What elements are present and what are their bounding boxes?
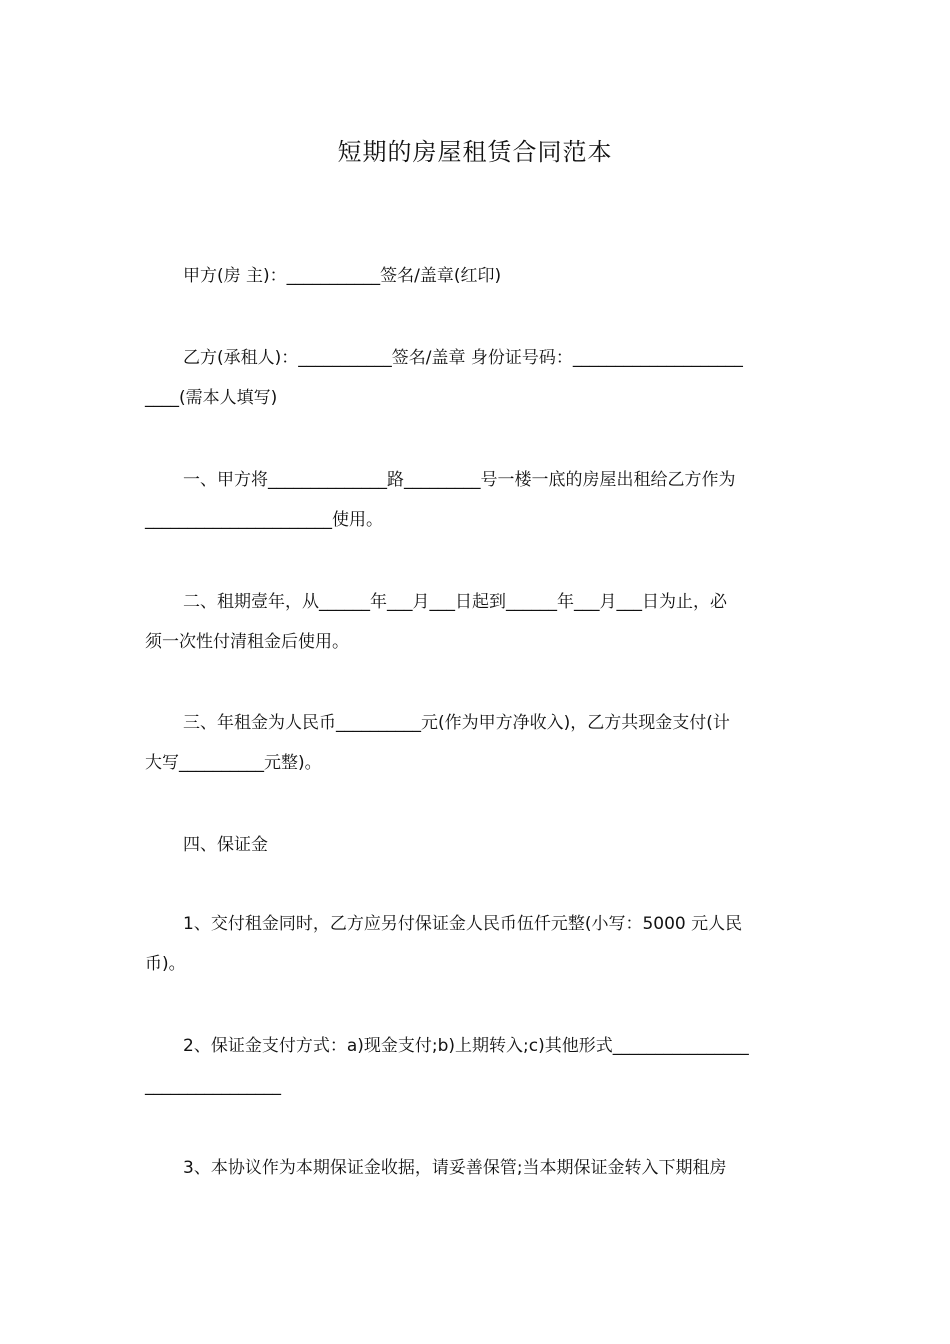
paragraph-clause-1: [145, 460, 810, 540]
paragraph-line: 乙方(承租人)：___________签名/盖章 身份证号码：____________________: [183, 348, 743, 368]
paragraph-line: 1、交付租金同时，乙方应另付保证金人民币伍仟元整(小写：5000 元人民: [183, 914, 743, 934]
paragraph-clause-4-heading: [145, 825, 810, 865]
paragraph-line: 三、年租金为人民币__________元(作为甲方净收入)，乙方共现金支付(计: [183, 713, 730, 733]
paragraph-line: 须一次性付清租金后使用。: [145, 632, 349, 652]
paragraph-line: 2、保证金支付方式：a)现金支付;b)上期转入;c)其他形式________________: [183, 1036, 749, 1056]
paragraph-line: 一、甲方将______________路_________号一楼一底的房屋出租给乙方作为: [183, 470, 736, 490]
paragraph-deposit-1: [145, 904, 810, 984]
paragraph-line: 二、租期壹年，从______年___月___日起到______年___月___日为止，必: [183, 592, 727, 612]
paragraph-party-a: [145, 256, 810, 296]
paragraph-line: 甲方(房 主)：___________签名/盖章(红印): [183, 266, 502, 286]
paragraph-line: 3、本协议作为本期保证金收据，请妥善保管;当本期保证金转入下期租房: [183, 1158, 727, 1178]
paragraph-line: ________________: [145, 1076, 281, 1096]
paragraph-line: 大写__________元整)。: [145, 753, 322, 773]
paragraph-deposit-3: [145, 1148, 810, 1188]
paragraph-clause-2: [145, 582, 810, 662]
document-title: 短期的房屋租赁合同范本: [337, 138, 613, 166]
paragraph-party-b: [145, 338, 810, 418]
paragraph-line: ____(需本人填写): [145, 388, 278, 408]
paragraph-line: 四、保证金: [183, 835, 268, 855]
paragraph-line: 币)。: [145, 954, 186, 974]
paragraph-line: ______________________使用。: [145, 510, 383, 530]
paragraph-clause-3: [145, 703, 810, 783]
paragraph-deposit-2: [145, 1026, 810, 1106]
